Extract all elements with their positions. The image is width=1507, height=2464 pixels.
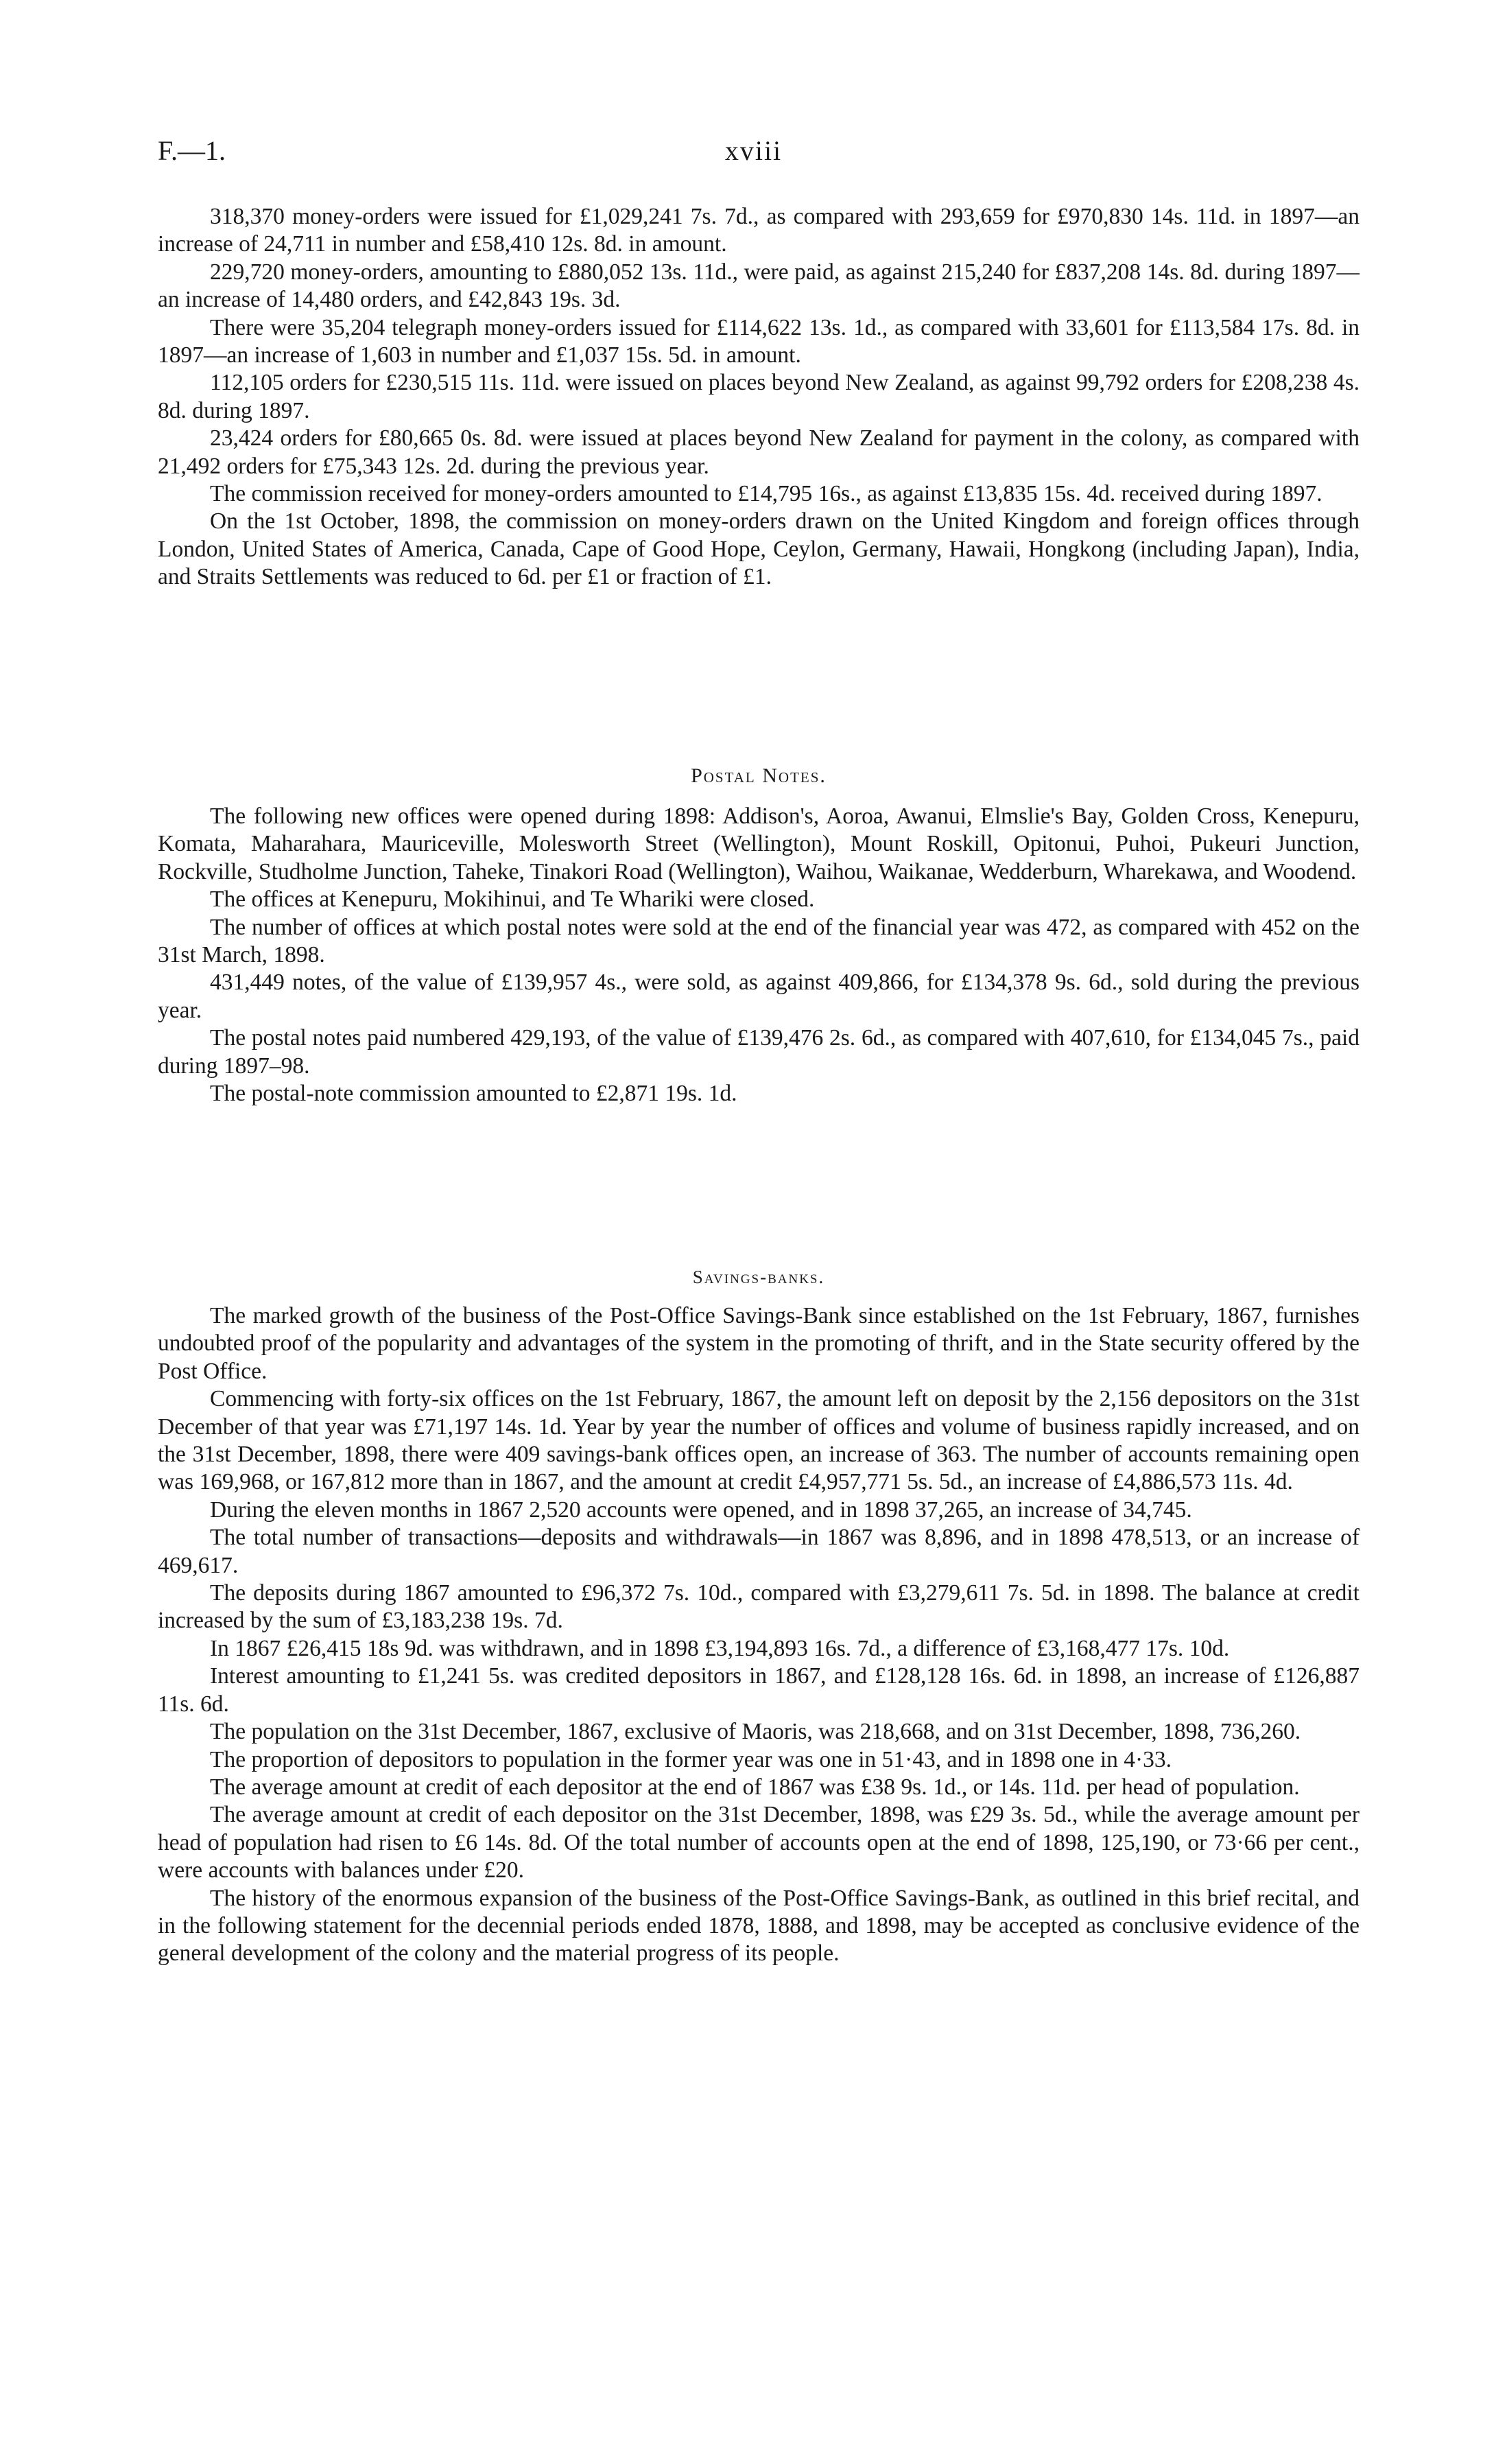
paragraph: On the 1st October, 1898, the commission on money-orders drawn on the United Kingdom and foreign offices through London, United States of America, Canada, Cape of Good Hope, Ceylon, Germany, Hawaii, Hongkong (including Japan), India, and Straits Settlements was reduced to 6d. per £1 or fraction of £1. [158,508,1360,590]
paragraph: The postal-note commission amounted to £2,871 19s. 1d. [210,1081,737,1107]
paragraph: The commission received for money-orders amounted to £14,795 16s., as against £13,835 15s. 4d. received during 1897. [210,481,1322,507]
paragraph: 318,370 money-orders were issued for £1,029,241 7s. 7d., as compared with 293,659 for £970,830 14s. 11d. in 1897—an increase of 24,711 in number and £58,410 12s. 8d. in amount. [158,204,1360,257]
paragraph: In 1867 £26,415 18s 9d. was withdrawn, and in 1898 £3,194,893 16s. 7d., a difference of £3,168,477 17s. 10d. [210,1635,1230,1661]
paragraph: The following new offices were opened during 1898: Addison's, Aoroa, Awanui, Elmslie's Bay, Golden Cross, Kenepuru, Komata, Maharahara, Mauriceville, Molesworth Street (Wellington), Mount Roskill, Opitonui, Puhoi, Pukeuri Junction, Rockville, Studholme Junction, Taheke, Tinakori Road (Wellington), Waihou, Waikanae, Wedderburn, Wharekawa, and Woodend. [158,803,1360,884]
paragraph: The number of offices at which postal notes were sold at the end of the financial year was 472, as compared with 452 on the 31st March, 1898. [158,914,1360,968]
paragraph: The average amount at credit of each depositor at the end of 1867 was £38 9s. 1d., or 14s. 11d. per head of population. [210,1774,1300,1800]
page-number: xviii [724,135,783,166]
paragraph: The deposits during 1867 amounted to £96,372 7s. 10d., compared with £3,279,611 7s. 5d. in 1898. The balance at credit increased by the sum of £3,183,238 19s. 7d. [158,1580,1360,1634]
paragraph: The history of the enormous expansion of the business of the Post-Office Savings-Bank, as outlined in this brief recital, and in the following statement for the decennial periods ended 1878, 1888, and 1898, may be accepted as conclusive evidence of the general development of the colony and the material progress of its people. [158,1885,1360,1967]
document-reference: F.—1. [158,135,226,166]
section-heading-postal-notes: Postal Notes. [691,764,827,787]
paragraph: Interest amounting to £1,241 5s. was credited depositors in 1867, and £128,128 16s. 6d. in 1898, an increase of £126,887 11s. 6d. [158,1663,1360,1717]
money-orders-section [158,203,1360,591]
paragraph: The marked growth of the business of the Post-Office Savings-Bank since established on the 1st February, 1867, furnishes undoubted proof of the popularity and advantages of the system in the promoting of thrift, and in the State security offered by the Post Office. [158,1303,1360,1384]
paragraph: During the eleven months in 1867 2,520 accounts were opened, and in 1898 37,265, an increase of 34,745. [210,1497,1192,1523]
paragraph: The offices at Kenepuru, Mokihinui, and Te Whariki were closed. [210,887,815,913]
paragraph: 112,105 orders for £230,515 11s. 11d. were issued on places beyond New Zealand, as against 99,792 orders for £208,238 4s. 8d. during 1897. [158,370,1360,423]
section-heading-savings-banks: Savings-banks. [692,1267,825,1287]
savings-banks-section [158,1302,1360,1968]
paragraph: The average amount at credit of each depositor on the 31st December, 1898, was £29 3s. 5d., while the average amount per head of population had risen to £6 14s. 8d. Of the total number of accounts open at the end of 1898, 125,190, or 73·66 per cent., were accounts with balances under £20. [158,1802,1360,1884]
paragraph: The postal notes paid numbered 429,193, of the value of £139,476 2s. 6d., as compared with 407,610, for £134,045 7s., paid during 1897–98. [158,1025,1360,1079]
paragraph: The proportion of depositors to population in the former year was one in 51·43, and in 1898 one in 4·33. [210,1746,1172,1772]
paragraph: Commencing with forty-six offices on the 1st February, 1867, the amount left on deposit by the 2,156 depositors on the 31st December of that year was £71,197 14s. 1d. Year by year the number of offices and volume of business rapidly increased, and on the 31st December, 1898, there were 409 savings-bank offices open, an increase of 363. The number of accounts remaining open was 169,968, or 167,812 more than in 1867, and the amount at credit £4,957,771 5s. 5d., an increase of £4,886,573 11s. 4d. [158,1386,1360,1495]
paragraph: 431,449 notes, of the value of £139,957 4s., were sold, as against 409,866, for £134,378 9s. 6d., sold during the previous year. [158,970,1360,1023]
postal-notes-section [158,803,1360,1107]
paragraph: 229,720 money-orders, amounting to £880,052 13s. 11d., were paid, as against 215,240 for £837,208 14s. 8d. during 1897—an increase of 14,480 orders, and £42,843 19s. 3d. [158,259,1360,313]
paragraph: 23,424 orders for £80,665 0s. 8d. were issued at places beyond New Zealand for payment in the colony, as compared with 21,492 orders for £75,343 12s. 2d. during the previous year. [158,425,1360,479]
paragraph: The population on the 31st December, 1867, exclusive of Maoris, was 218,668, and on 31st December, 1898, 736,260. [210,1719,1301,1745]
page-header [158,134,1349,176]
paragraph: The total number of transactions—deposits and withdrawals—in 1867 was 8,896, and in 1898 478,513, or an increase of 469,617. [158,1525,1360,1578]
paragraph: There were 35,204 telegraph money-orders issued for £114,622 13s. 1d., as compared with 33,601 for £113,584 17s. 8d. in 1897—an increase of 1,603 in number and £1,037 15s. 5d. in amount. [158,314,1360,368]
